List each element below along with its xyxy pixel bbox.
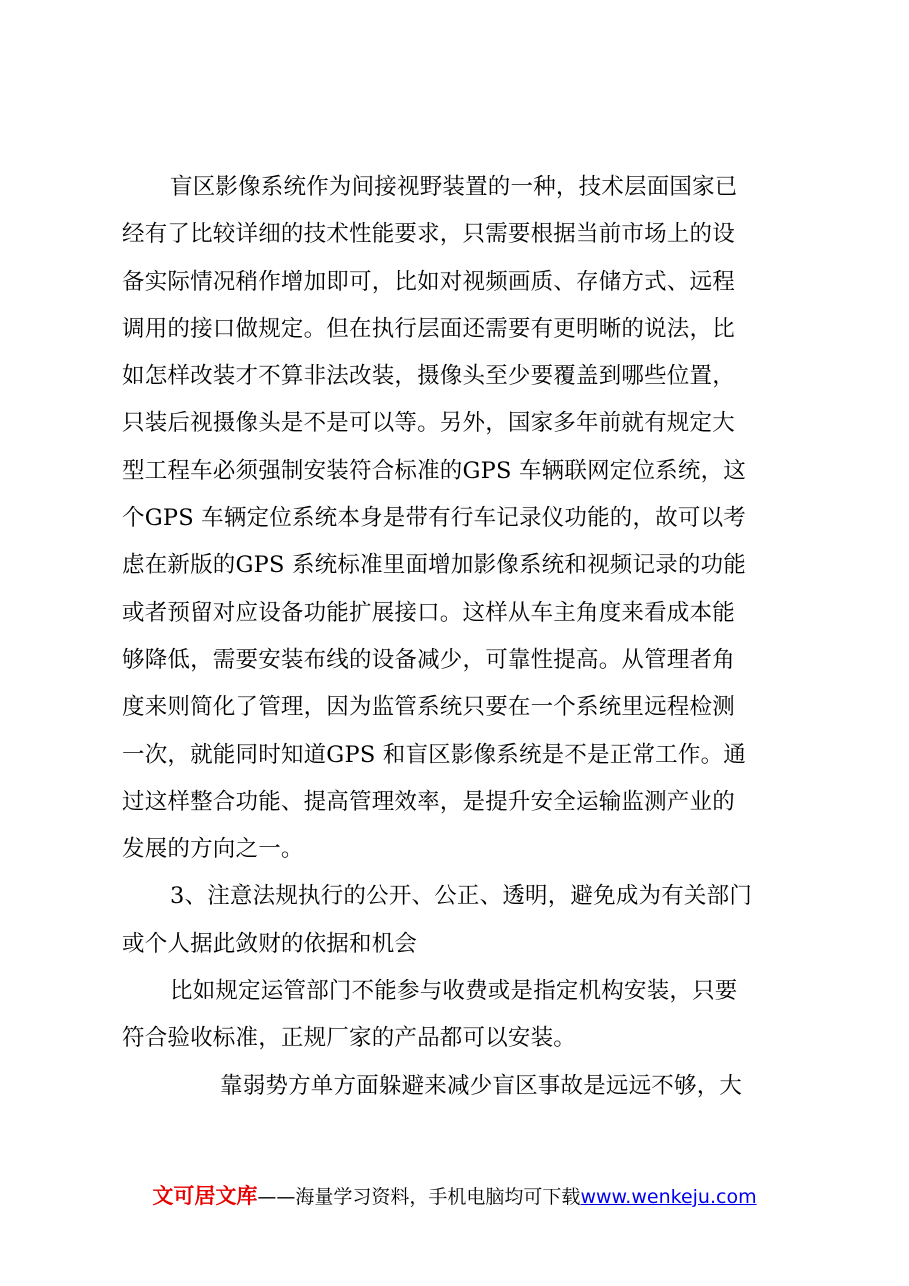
paragraph-line: 盲区影像系统作为间接视野装置的一种，技术层面国家已 <box>170 174 738 200</box>
paragraph-line: 或者预留对应设备功能扩展接口。这样从车主角度来看成本能 <box>122 599 735 626</box>
paragraph-line: 备实际情况稍作增加即可，比如对视频画质、存储方式、远程 <box>122 268 735 295</box>
paragraph-line: 虑在新版的GPS 系统标准里面增加影像系统和视频记录的功能 <box>122 552 746 579</box>
paragraph-line: 过这样整合功能、提高管理效率，是提升安全运输监测产业的 <box>122 788 735 815</box>
footer-tagline: ——海量学习资料，手机电脑均可下载 <box>257 1186 581 1208</box>
section-heading-line: 3、注意法规执行的公开、公正、透明，避免成为有关部门 <box>170 883 753 910</box>
paragraph-line: 个GPS 车辆定位系统本身是带有行车记录仪功能的，故可以考 <box>122 505 746 532</box>
paragraph-line: 型工程车必须强制安装符合标准的GPS 车辆联网定位系统，这 <box>122 457 746 484</box>
paragraph-line: 靠弱势方单方面躲避来减少盲区事故是远远不够，大 <box>220 1072 743 1099</box>
paragraph-line: 经有了比较详细的技术性能要求，只需要根据当前市场上的设 <box>122 221 735 248</box>
paragraph-line: 只装后视摄像头是不是可以等。另外，国家多年前就有规定大 <box>122 410 735 437</box>
paragraph-line: 符合验收标准，正规厂家的产品都可以安装。 <box>122 1025 577 1052</box>
body-text <box>122 164 787 1110</box>
paragraph-line: 比如规定运管部门不能参与收费或是指定机构安装，只要 <box>170 978 738 1005</box>
paragraph-line: 够降低，需要安装布线的设备减少，可靠性提高。从管理者角 <box>122 646 735 673</box>
footer-link[interactable]: www.wenkeju.com <box>580 1186 757 1208</box>
paragraph-line: 如怎样改装才不算非法改装，摄像头至少要覆盖到哪些位置， <box>122 363 735 390</box>
section-heading-line: 或个人据此敛财的依据和机会 <box>122 930 418 957</box>
paragraph-line: 发展的方向之一。 <box>122 836 304 863</box>
footer-brand: 文可居文库 <box>152 1184 258 1208</box>
paragraph-line: 调用的接口做规定。但在执行层面还需要有更明晰的说法，比 <box>122 315 735 342</box>
footer-banner <box>0 1181 909 1212</box>
paragraph-line: 度来则简化了管理，因为监管系统只要在一个系统里远程检测 <box>122 694 735 721</box>
paragraph-line: 一次，就能同时知道GPS 和盲区影像系统是不是正常工作。通 <box>122 741 746 768</box>
